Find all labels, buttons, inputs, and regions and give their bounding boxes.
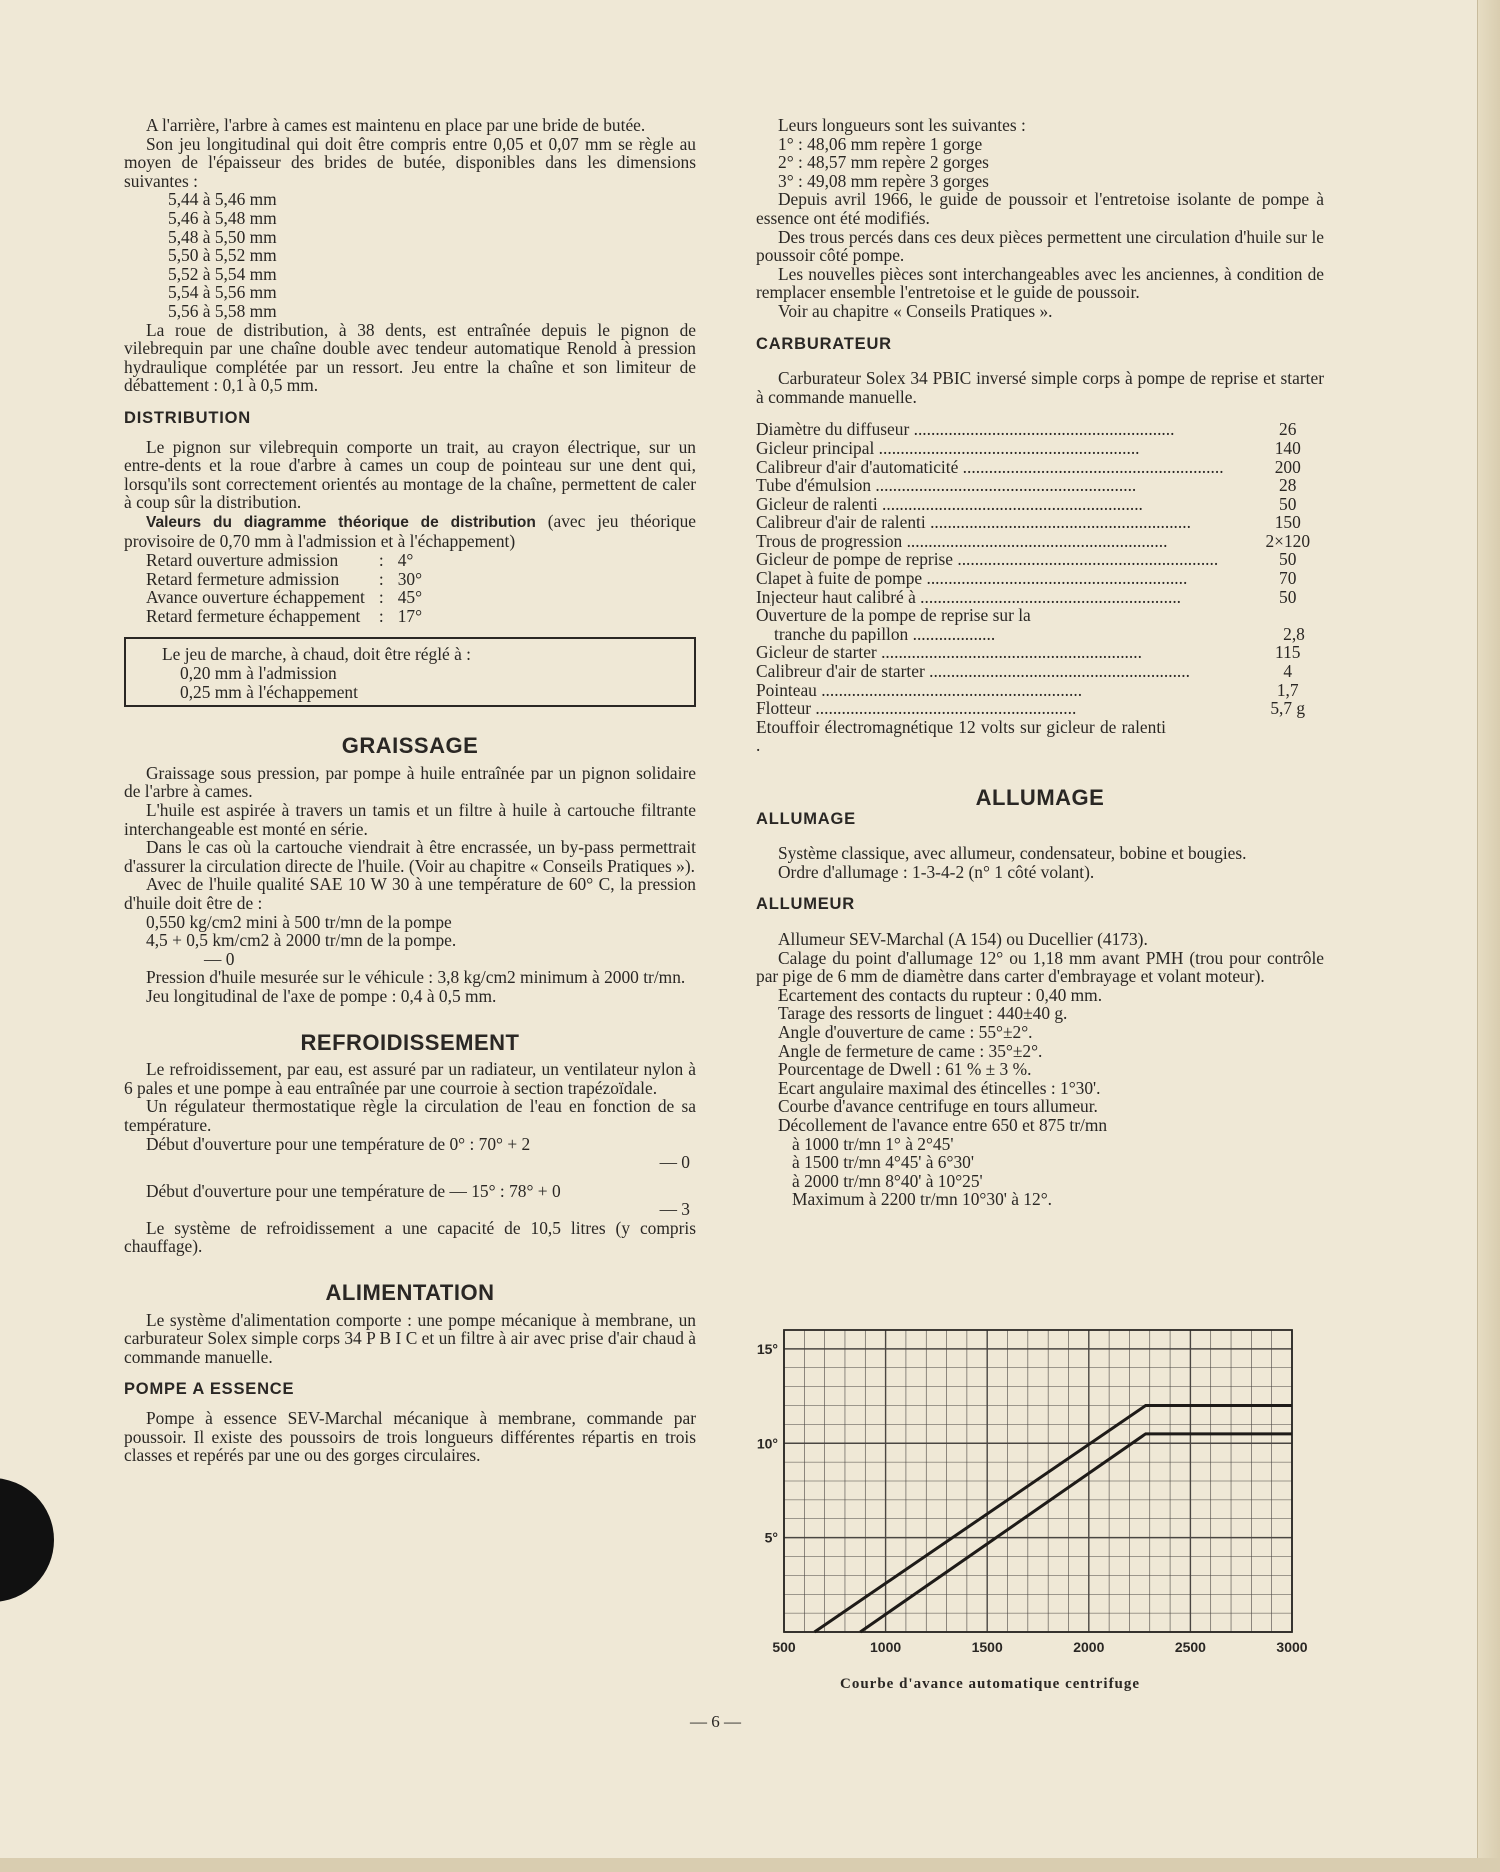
box-line-3: 0,25 mm à l'échappement <box>180 681 358 702</box>
right-column <box>756 116 1324 1209</box>
allumeur-item: Décollement de l'avance entre 650 et 875 tr/mn <box>778 1114 1108 1135</box>
timing-colon: : <box>378 550 384 571</box>
spec-value: 1,7 <box>1276 679 1299 700</box>
spec-label: Calibreur d'air de ralenti <box>756 513 926 532</box>
jeu-axe: Jeu longitudinal de l'axe de pompe : 0,4 à 0,5 mm. <box>146 985 497 1006</box>
spec-value: 28 <box>1279 475 1297 496</box>
spec-value: 115 <box>1275 642 1301 663</box>
bottom-edge <box>0 1858 1500 1872</box>
spec-label: Gicleur de ralenti <box>756 494 878 514</box>
timing-value: 45° <box>397 587 423 608</box>
allumeur-heading: ALLUMEUR <box>756 895 855 914</box>
ouverture-row: Ouverture de la pompe de reprise sur la tranche du papillon ................... 2,8 <box>756 606 1324 643</box>
chart-caption: Courbe d'avance automatique centrifuge <box>840 1676 1141 1692</box>
spec-label: Gicleur principal <box>756 438 875 458</box>
spec-row: Gicleur de pompe de reprise ............................................................ 50 <box>756 550 1324 569</box>
refroid-p2: Un régulateur thermostatique règle la circulation de l'eau en fonction de sa température. <box>124 1096 696 1135</box>
etouffoir <box>756 718 1166 755</box>
y-tick-label: 5° <box>764 1529 778 1546</box>
debut-1: Début d'ouverture pour une température de 0° : 70° + 2 <box>146 1133 531 1154</box>
spec-row: Gicleur de starter ............................................................ 115 <box>756 643 1324 662</box>
allumeur-list <box>756 930 1324 1135</box>
ouverture-label-2: tranche du papillon <box>774 624 909 644</box>
depuis-paragraph: Depuis avril 1966, le guide de poussoir et l'entretoise isolante de pompe à essence ont été modifiés. <box>756 189 1324 228</box>
sizes-list <box>124 190 696 320</box>
allumeur-item: Pourcentage de Dwell : 61 % ± 3 %. <box>778 1059 1032 1080</box>
spec-value: 200 <box>1274 456 1301 477</box>
spec-label: Calibreur d'air de starter <box>756 662 925 681</box>
x-tick-label: 1500 <box>971 1639 1003 1655</box>
spec-row: Calibreur d'air de ralenti ............................................................ 150 <box>756 513 1324 532</box>
x-tick-label: 3000 <box>1276 1639 1308 1655</box>
page-number: — 6 — <box>690 1712 741 1731</box>
spec-row: Gicleur de ralenti ............................................................ 50 <box>756 495 1324 514</box>
box-line-1: Le jeu de marche, à chaud, doit être réglé à : <box>162 644 472 665</box>
y-tick-label: 15° <box>756 1340 778 1357</box>
timing-row <box>146 607 422 626</box>
spec-value: 140 <box>1274 437 1301 458</box>
size-item: 5,44 à 5,46 mm <box>168 189 277 210</box>
avance-item: à 2000 tr/mn 8°40' à 10°25' <box>792 1170 983 1191</box>
distribution-heading: DISTRIBUTION <box>124 408 251 427</box>
binder-hole <box>0 1478 54 1602</box>
size-item: 5,54 à 5,56 mm <box>168 282 277 303</box>
ouverture-value: 2,8 <box>1283 623 1305 644</box>
spec-label: Trous de progression <box>756 531 903 551</box>
x-tick-label: 2000 <box>1073 1639 1105 1655</box>
pression-2-tol: — 0 <box>204 948 235 969</box>
size-item: 5,50 à 5,52 mm <box>168 245 277 266</box>
carburateur-heading: CARBURATEUR <box>756 334 892 353</box>
x-tick-label: 2500 <box>1174 1639 1206 1655</box>
graissage-p4: Avec de l'huile qualité SAE 10 W 30 à une température de 60° C, la pression d'huile doit être de : <box>124 874 696 913</box>
allumeur-item: Tarage des ressorts de linguet : 440±40 g. <box>778 1003 1068 1024</box>
valeurs-rest: (avec jeu théorique provisoire de 0,70 mm à l'admission et à l'échappement) <box>124 510 696 552</box>
timing-row <box>146 551 422 570</box>
spec-value: 50 <box>1279 549 1297 570</box>
valeurs-bold: Valeurs du diagramme théorique de distribution <box>146 513 536 531</box>
spec-value: 70 <box>1279 568 1297 589</box>
spec-label: Diamètre du diffuseur <box>756 420 910 439</box>
timing-value: 30° <box>397 568 423 589</box>
timing-label: Avance ouverture échappement <box>146 587 365 608</box>
spec-label: Injecteur haut calibré à <box>756 587 916 607</box>
timing-row <box>146 588 422 607</box>
distribution-paragraph: Le pignon sur vilebrequin comporte un trait, au crayon électrique, sur un entre-dents et la roue d'arbre à cames un coup de pointeau sur une dent qui, lorsqu'ils sont correctement orientés au montage de la chaîne, permettent de caler à coup sûr la distribution. <box>124 436 696 513</box>
timing-colon: : <box>378 605 384 626</box>
spec-label: Tube d'émulsion <box>756 476 872 495</box>
allumeur-item: Ecartement des contacts du rupteur : 0,40 mm. <box>778 984 1103 1005</box>
specs-table <box>756 420 1324 606</box>
allumage-p1: Système classique, avec allumeur, condensateur, bobine et bougies. <box>778 843 1247 864</box>
carburateur-paragraph: Carburateur Solex 34 PBIC inversé simple corps à pompe de reprise et starter à commande manuelle. <box>756 368 1324 407</box>
nouvelles-paragraph: Les nouvelles pièces sont interchangeables avec les anciennes, à condition de remplacer ensemble l'entretoise et le guide de poussoir. <box>756 263 1324 303</box>
timing-colon: : <box>378 568 384 589</box>
allumeur-item: Calage du point d'allumage 12° ou 1,18 mm avant PMH (trou pour contrôle par pige de 6 mm de diamètre dans carter d'embrayage et volant moteur). <box>756 947 1324 987</box>
spec-row: Pointeau ............................................................ 1,7 <box>756 681 1324 700</box>
classe-3: 3° : 49,08 mm repère 3 gorges <box>778 170 989 191</box>
size-item: 5,52 à 5,54 mm <box>168 263 277 284</box>
classe-1: 1° : 48,06 mm repère 1 gorge <box>778 133 983 154</box>
pression-mesuree: Pression d'huile mesurée sur le véhicule : 3,8 kg/cm2 minimum à 2000 tr/mn. <box>146 967 686 988</box>
refroid-p3: Le système de refroidissement a une capacité de 10,5 litres (y compris chauffage). <box>124 1217 696 1257</box>
size-item: 5,48 à 5,50 mm <box>168 226 277 247</box>
spec-label: Pointeau <box>756 680 817 700</box>
valeurs-paragraph <box>124 512 696 551</box>
allumeur-item: Allumeur SEV-Marchal (A 154) ou Ducellier (4173). <box>778 928 1148 949</box>
avance-item: à 1000 tr/mn 1° à 2°45' <box>792 1133 954 1154</box>
spec-row: Tube d'émulsion ............................................................ 28 <box>756 476 1324 495</box>
spec-value: 4 <box>1283 661 1293 682</box>
allumeur-item: Angle de fermeture de came : 35°±2°. <box>778 1040 1043 1061</box>
spec-value: 150 <box>1274 512 1301 533</box>
spec-label: Calibreur d'air d'automaticité <box>756 457 959 477</box>
left-column <box>124 116 696 1465</box>
spec-value: 50 <box>1279 493 1297 514</box>
graissage-heading: GRAISSAGE <box>341 733 479 759</box>
refroidissement-heading: REFROIDISSEMENT <box>300 1029 520 1055</box>
pression-1: 0,550 kg/cm2 mini à 500 tr/mn de la pompe <box>146 911 452 932</box>
series-line-2 <box>860 1434 1292 1632</box>
pompe-heading: POMPE A ESSENCE <box>124 1380 295 1399</box>
timing-value: 17° <box>397 605 423 626</box>
x-tick-label: 500 <box>772 1639 796 1655</box>
pression-2: 4,5 + 0,5 km/cm2 à 2000 tr/mn de la pompe. <box>146 930 457 951</box>
classe-2: 2° : 48,57 mm repère 2 gorges <box>778 152 989 173</box>
timing-label: Retard ouverture admission <box>146 550 339 571</box>
debut-1-tol: — 0 <box>659 1152 690 1173</box>
spec-row: Diamètre du diffuseur ............................................................ 26 <box>756 420 1324 439</box>
intro-paragraph-1: A l'arrière, l'arbre à cames est maintenu en place par une bride de butée. <box>146 115 646 135</box>
spec-value: 5,7 g <box>1270 698 1306 719</box>
avance-item: Maximum à 2200 tr/mn 10°30' à 12°. <box>792 1189 1053 1210</box>
intro-paragraph-2: Son jeu longitudinal qui doit être compris entre 0,05 et 0,07 mm se règle au moyen de l'épaisseur des brides de butée, disponibles dans les dimensions suivantes : <box>124 133 696 191</box>
spec-value: 26 <box>1279 419 1297 440</box>
alimentation-heading: ALIMENTATION <box>325 1280 495 1306</box>
avance-item: à 1500 tr/mn 4°45' à 6°30' <box>792 1152 974 1173</box>
spec-row: Gicleur principal ............................................................ 140 <box>756 439 1324 458</box>
y-tick-label: 10° <box>756 1435 778 1452</box>
spec-row: Calibreur d'air d'automaticité ............................................................ 200 <box>756 458 1324 477</box>
etouffoir-text: Etouffoir électromagnétique 12 volts sur gicleur de ralenti . <box>756 716 1166 756</box>
timing-row <box>146 570 422 589</box>
ouverture-label-1: Ouverture de la pompe de reprise sur la <box>756 606 1031 625</box>
spec-row: Trous de progression ............................................................ 2×120 <box>756 532 1324 551</box>
spec-label: Gicleur de starter <box>756 643 877 663</box>
size-item: 5,56 à 5,58 mm <box>168 300 277 321</box>
debut-2-tol: — 3 <box>659 1199 690 1220</box>
pompe-paragraph: Pompe à essence SEV-Marchal mécanique à membrane, commande par poussoir. Il existe des poussoirs de trois longueurs différentes répartis en trois classes et repérés par une ou des gorges circulaires. <box>124 1408 696 1466</box>
spec-row: Injecteur haut calibré à ............................................................ 50 <box>756 588 1324 607</box>
box-line-2: 0,20 mm à l'admission <box>180 663 337 684</box>
allumeur-item: Angle d'ouverture de came : 55°±2°. <box>778 1021 1033 1042</box>
refroid-p1: Le refroidissement, par eau, est assuré par un radiateur, un ventilateur nylon à 6 pales et une pompe à eau entraînée par une courroie à section trapézoïdale. <box>124 1059 696 1098</box>
spec-label: Clapet à fuite de pompe <box>756 569 923 588</box>
roue-paragraph: La roue de distribution, à 38 dents, est entraînée depuis le pignon de vilebrequin par une chaîne double avec tendeur automatique Renold à pression hydraulique complétée par un ressort. Jeu entre la chaîne et son limiteur de débattement : 0,1 à 0,5 mm. <box>124 319 696 396</box>
timing-table <box>146 551 422 625</box>
spec-row: Flotteur ............................................................ 5,7 g <box>756 699 1324 718</box>
spec-row: Calibreur d'air de starter ............................................................ 4 <box>756 662 1324 681</box>
debut-2: Début d'ouverture pour une température de — 15° : 78° + 0 <box>146 1180 561 1201</box>
page-edge <box>1477 0 1500 1872</box>
spec-value: 50 <box>1279 586 1297 607</box>
allumage-p2: Ordre d'allumage : 1-3-4-2 (n° 1 côté volant). <box>778 861 1095 882</box>
timing-colon: : <box>378 587 384 608</box>
advance-curve-chart <box>748 1300 1308 1700</box>
x-tick-label: 1000 <box>870 1639 902 1655</box>
timing-value: 4° <box>397 550 414 571</box>
graissage-p2: L'huile est aspirée à travers un tamis et un filtre à huile à cartouche filtrante interchangeable est monté en série. <box>124 800 696 839</box>
spec-row: Clapet à fuite de pompe ............................................................ 70 <box>756 569 1324 588</box>
allumage-small-heading: ALLUMAGE <box>756 809 856 828</box>
longueurs-intro: Leurs longueurs sont les suivantes : <box>778 115 1026 135</box>
spec-value: 2×120 <box>1265 530 1311 551</box>
jeu-de-marche-box <box>124 637 696 707</box>
allumeur-item: Courbe d'avance centrifuge en tours allumeur. <box>778 1096 1098 1117</box>
trous-paragraph: Des trous percés dans ces deux pièces permettent une circulation d'huile sur le poussoir côté pompe. <box>756 226 1324 266</box>
timing-label: Retard fermeture admission <box>146 568 340 589</box>
graissage-p1: Graissage sous pression, par pompe à huile entraînée par un pignon solidaire de l'arbre à cames. <box>124 762 696 802</box>
graissage-p3: Dans le cas où la cartouche viendrait à être encrassée, un by-pass permettrait d'assurer la circulation directe de l'huile. (Voir au chapitre « Conseils Pratiques »). <box>124 837 696 876</box>
specs-table-2 <box>756 643 1324 717</box>
size-item: 5,46 à 5,48 mm <box>168 207 277 228</box>
spec-label: Gicleur de pompe de reprise <box>756 550 954 570</box>
voir-paragraph: Voir au chapitre « Conseils Pratiques ». <box>778 300 1053 321</box>
spec-label: Flotteur <box>756 699 812 718</box>
allumage-big-heading: ALLUMAGE <box>975 785 1105 810</box>
allumeur-item: Ecart angulaire maximal des étincelles : 1°30'. <box>778 1077 1101 1098</box>
avance-list <box>756 1135 1324 1209</box>
timing-label: Retard fermeture échappement <box>146 605 361 626</box>
alimentation-paragraph: Le système d'alimentation comporte : une pompe mécanique à membrane, un carburateur Solex simple corps 34 P B I C et un filtre à air avec prise d'air chaud à commande manuelle. <box>124 1309 696 1367</box>
